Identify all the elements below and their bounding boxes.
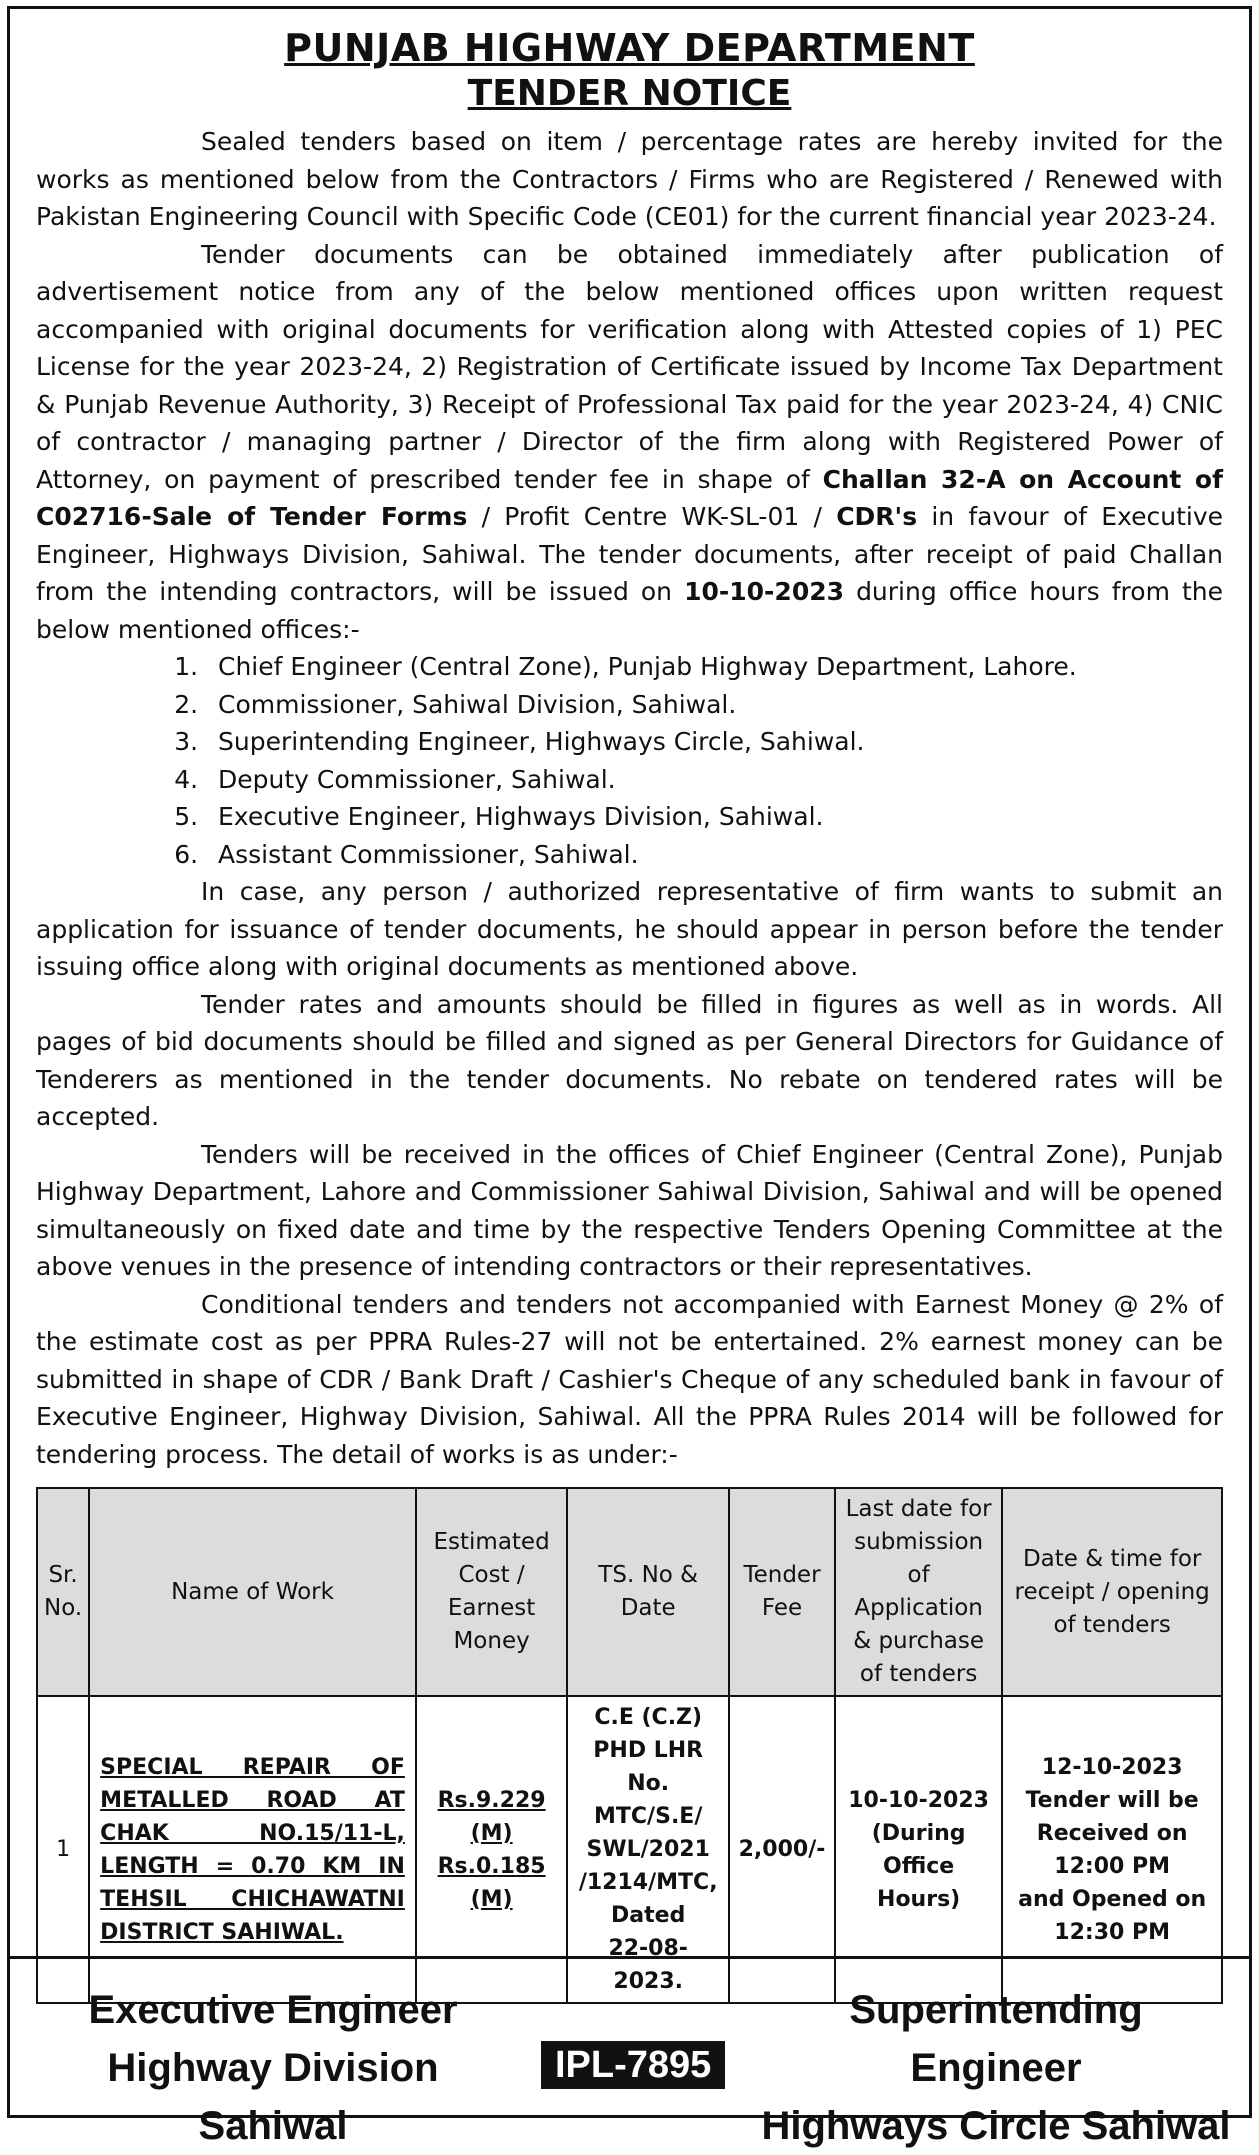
paragraph-4: Tender rates and amounts should be filled in figures as well as in words. All pages of bid documents should be filled and signed as per General Directors for Guidance of Tenderers as mentioned in the tender documents. No rebate on tendered rates will be accepted. [36,989,1223,1131]
intro-paragraph-1: Sealed tenders based on item / percentage rates are hereby invited for the works as mentioned below from the Contractors / Firms who are Registered / Renewed with Pakistan Engineering Council with Specific Code (CE01) for the current financial year 2023-24. [36,127,1223,231]
estimated-cost: Rs.9.229 (M) [437,1787,546,1846]
list-item: 5. Executive Engineer, Highways Division, Sahiwal. [206,798,1223,836]
intro-paragraph-2 [36,236,1223,649]
ts-line: PHD LHR No. [593,1738,704,1796]
notice-title: TENDER NOTICE [467,73,792,114]
ts-line: C.E (C.Z) [594,1705,703,1730]
department-title: PUNJAB HIGHWAY DEPARTMENT [284,26,975,70]
p2-challan-bold: Challan 32-A on Account of C02716-Sale of Tender Forms [36,464,1223,531]
paragraph-6: Conditional tenders and tenders not accompanied with Earnest Money @ 2% of the estimate cost as per PPRA Rules-27 will not be entertained. 2% earnest money can be submitted in shape of CDR / Bank Draft / Cashier's Cheque of any scheduled bank in favour of Executive Engineer, Highway Division, Sahiwal. All the PPRA Rules 2014 will be followed for tendering process. The detail of works is as under:- [36,1289,1223,1469]
ipl-badge: IPL-7895 [541,2041,725,2089]
opening-line: 12-10-2023 [1041,1754,1183,1780]
header-opening-date: Date & time for receipt / opening of tenders [1002,1488,1222,1696]
tender-notice [7,6,1252,2148]
p2-cdr-bold: CDR's [836,502,918,531]
offices-list [36,648,1223,873]
opening-line: 12:30 PM [1054,1919,1171,1945]
header-sr-no: Sr. No. [37,1488,89,1696]
last-date-line: 10-10-2023 [848,1787,989,1813]
header-name-of-work: Name of Work [89,1488,416,1696]
p2-text-a: Tender documents can be obtained immediately after publication of advertisement notice from any of the below mentioned offices upon written request accompanied with original documents for verification along with Attested copies of 1) PEC License for the year 2023-24, 2) Registration of Certificate issued by Income Tax Department & Punjab Revenue Authority, 3) Receipt of Professional Tax paid for the year 2023-24, 4) CNIC of contractor / managing partner / Director of the firm along with Registered Power of Attorney, on payment of prescribed tender fee in shape of [36,239,1223,494]
list-item: 1. Chief Engineer (Central Zone), Punjab Highway Department, Lahore. [206,648,1223,686]
cell-tender-fee: 2,000/- [729,1696,835,2003]
opening-line: 12:00 PM [1054,1853,1171,1879]
paragraph-5: Tenders will be received in the offices of Chief Engineer (Central Zone), Punjab Highway Department, Lahore and Commissioner Sahiwal Division, Sahiwal and will be opened simultaneously on fixed date and time by the respective Tenders Opening Committee at the above venues in the presence of intending contractors or their representatives. [36,1139,1223,1281]
list-item: 2. Commissioner, Sahiwal Division, Sahiwal. [206,686,1223,724]
p2-issue-date: 10-10-2023 [684,577,845,606]
ts-line: MTC/S.E/ [594,1804,703,1829]
earnest-money: Rs.0.185 (M) [437,1853,546,1912]
signature-footer [10,1956,1249,2148]
p2-text-g: during office hours from the below mentioned offices:- [36,577,1223,644]
list-item: 3. Superintending Engineer, Highways Circle, Sahiwal. [206,723,1223,761]
works-table [36,1487,1223,2004]
header-tender-fee: Tender Fee [729,1488,835,1696]
ts-line: SWL/2021 [586,1837,710,1862]
header-estimated-cost: Estimated Cost / Earnest Money [416,1488,567,1696]
p2-text-e: in favour of Executive Engineer, Highways Division, Sahiwal. The tender documents, after receipt of paid Challan from the intending contractors, will be issued on [36,502,1224,606]
header-last-date: Last date for submission of Application & purchase of tenders [835,1488,1002,1696]
p2-text-c: / Profit Centre WK-SL-01 / [467,502,837,531]
ts-line: /1214/MTC, [578,1870,718,1895]
signatory-title: Executive Engineer [88,1988,458,2032]
ts-line: Dated [611,1903,686,1928]
signatory-office: Highway Division Sahiwal [107,2046,439,2148]
signatory-executive-engineer [38,1981,508,2155]
ts-line: 22-08-2023. [608,1936,688,1994]
opening-line: and Opened on [1018,1886,1207,1912]
cell-sr-no: 1 [37,1696,89,2003]
table-header-row [37,1488,1222,1696]
opening-line: Tender will be [1025,1787,1199,1813]
cell-name-of-work: SPECIAL REPAIR OF METALLED ROAD AT CHAK NO.15/11-L, LENGTH = 0.70 KM IN TEHSIL CHICHAWATNI DISTRICT SAHIWAL. [89,1696,416,2003]
signatory-title: Superintending Engineer [849,1988,1143,2090]
last-date-line: (During [871,1820,966,1846]
list-item: 6. Assistant Commissioner, Sahiwal. [206,836,1223,874]
opening-line: Received on [1036,1820,1188,1846]
signatory-office: Highways Circle Sahiwal [761,2104,1231,2148]
paragraph-3: In case, any person / authorized representative of firm wants to submit an application for issuance of tender documents, he should appear in person before the tender issuing office along with original documents as mentioned above. [36,877,1223,981]
list-item: 4. Deputy Commissioner, Sahiwal. [206,761,1223,799]
signatory-superintending-engineer [761,1981,1231,2155]
header-ts-no-date: TS. No & Date [567,1488,729,1696]
last-date-line: Office Hours) [877,1853,961,1912]
